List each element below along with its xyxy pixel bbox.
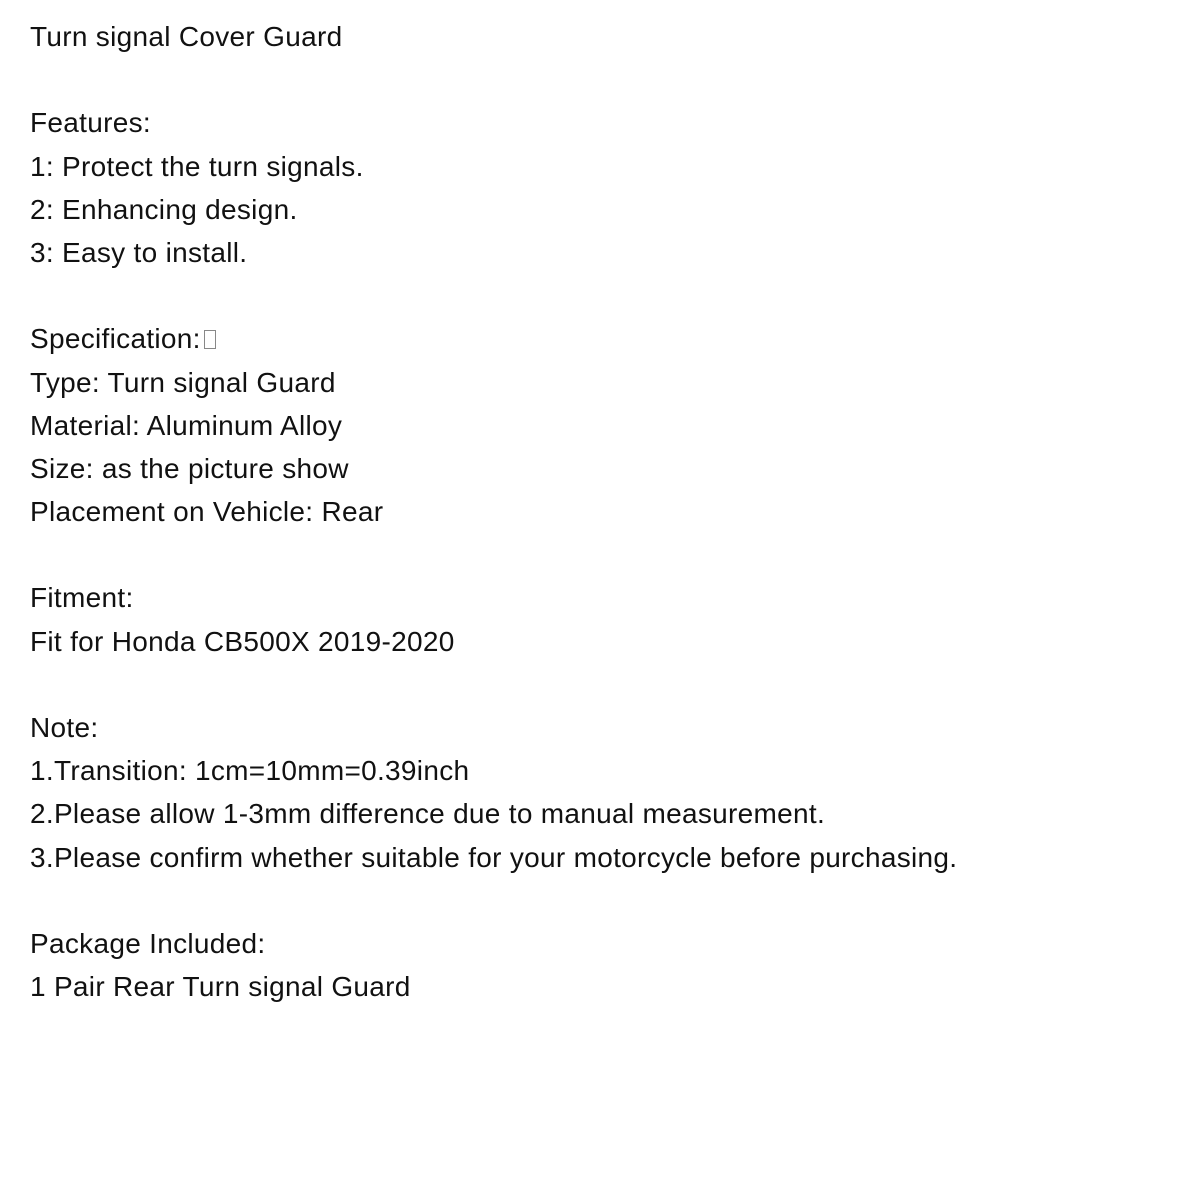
specification-heading-line xyxy=(30,317,1180,360)
specification-heading: Specification: xyxy=(30,323,201,355)
features-item: 3: Easy to install. xyxy=(30,236,248,268)
note-item: 3.Please confirm whether suitable for your motorcycle before purchasing. xyxy=(30,841,958,873)
spacer xyxy=(30,533,1180,576)
note-heading: Note: xyxy=(30,712,99,743)
specification-item: Material: Aluminum Alloy xyxy=(30,409,343,441)
product-description xyxy=(30,15,1180,1008)
features-item: 1: Protect the turn signals. xyxy=(30,150,364,182)
specification-item: Type: Turn signal Guard xyxy=(30,366,336,398)
missing-character-icon xyxy=(204,330,216,349)
spacer xyxy=(30,58,1180,101)
package-heading: Package Included: xyxy=(30,927,266,959)
fitment-item: Fit for Honda CB500X 2019-2020 xyxy=(30,625,455,657)
package-item: 1 Pair Rear Turn signal Guard xyxy=(30,971,411,1003)
note-item: 2.Please allow 1-3mm difference due to manual measurement. xyxy=(30,798,826,830)
fitment-heading: Fitment: xyxy=(30,582,134,614)
spacer xyxy=(30,274,1180,317)
specification-item: Placement on Vehicle: Rear xyxy=(30,496,384,528)
features-heading: Features: xyxy=(30,107,151,139)
note-item: 1.Transition: 1cm=10mm=0.39inch xyxy=(30,755,470,787)
features-item: 2: Enhancing design. xyxy=(30,193,298,225)
spacer xyxy=(30,879,1180,922)
document-title: Turn signal Cover Guard xyxy=(30,21,343,52)
spacer xyxy=(30,663,1180,706)
specification-item: Size: as the picture show xyxy=(30,452,349,484)
